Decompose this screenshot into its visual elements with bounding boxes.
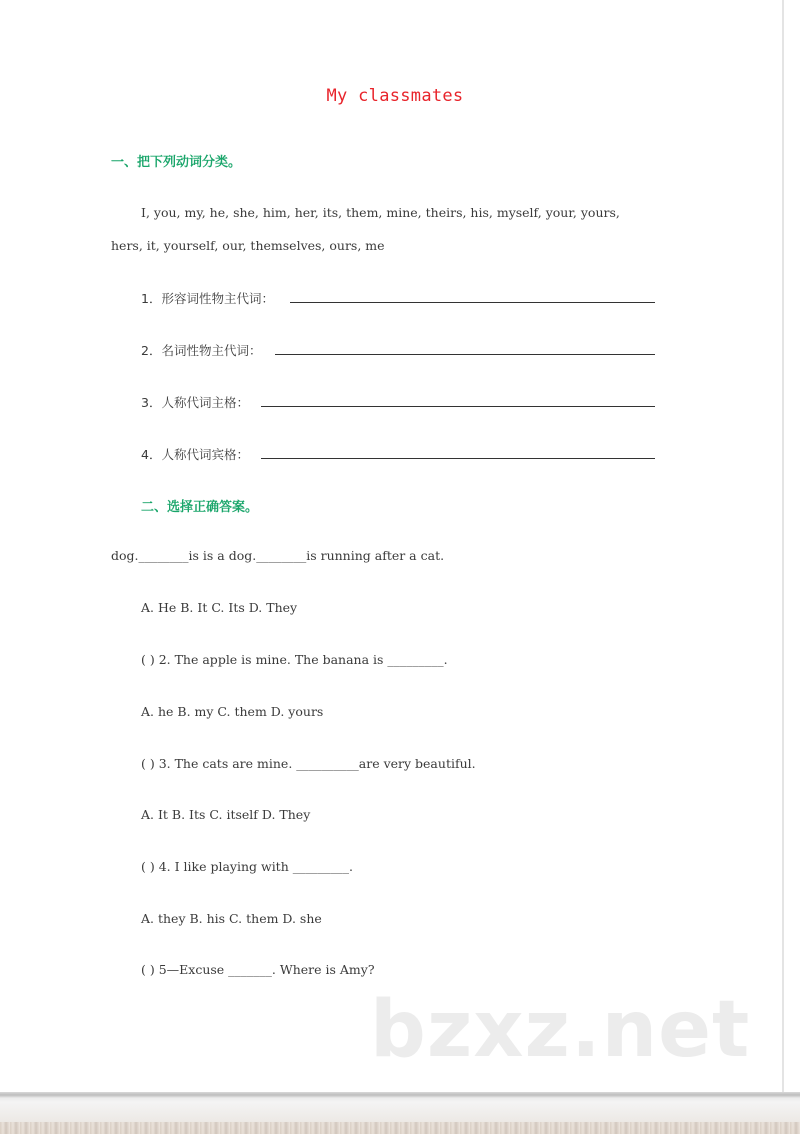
answer-line-3 — [261, 406, 655, 407]
section-1-heading: 一、把下列动词分类。 — [111, 155, 242, 170]
classify-item-3-label: 3．人称代词主格： — [141, 395, 249, 410]
answer-line-2 — [275, 354, 655, 355]
question-1-options: A. He B. It C. Its D. They — [141, 600, 298, 615]
classify-item-2-label: 2．名词性物主代词： — [141, 343, 262, 358]
page-bottom-texture — [0, 1122, 800, 1134]
question-5-text: ( ) 5—Excuse _______. Where is Amy? — [141, 962, 375, 977]
question-3-options: A. It B. Its C. itself D. They — [141, 807, 311, 822]
page-edge-shadow — [782, 0, 784, 1095]
section-2-heading: 二、选择正确答案。 — [141, 500, 259, 515]
question-3-text: ( ) 3. The cats are mine. __________are very beautiful. — [141, 756, 476, 771]
classify-item-1-label: 1．形容词性物主代词： — [141, 291, 274, 306]
document-title: My classmates — [326, 86, 464, 106]
word-list-line-1: I, you, my, he, she, him, her, its, them, mine, theirs, his, myself, your, yours, — [141, 205, 620, 220]
question-4-options: A. they B. his C. them D. she — [141, 911, 322, 926]
classify-item-4-label: 4．人称代词宾格： — [141, 447, 249, 462]
answer-line-1 — [290, 302, 655, 303]
word-list-line-2: hers, it, yourself, our, themselves, ours, me — [111, 238, 385, 253]
watermark-text: bzxz.net — [370, 985, 751, 1075]
question-2-options: A. he B. my C. them D. yours — [141, 704, 324, 719]
question-4-text: ( ) 4. I like playing with _________. — [141, 859, 353, 874]
question-2-text: ( ) 2. The apple is mine. The banana is _________. — [141, 652, 448, 667]
answer-line-4 — [261, 458, 655, 459]
question-1-text: dog.________is is a dog.________is running after a cat. — [111, 548, 445, 563]
